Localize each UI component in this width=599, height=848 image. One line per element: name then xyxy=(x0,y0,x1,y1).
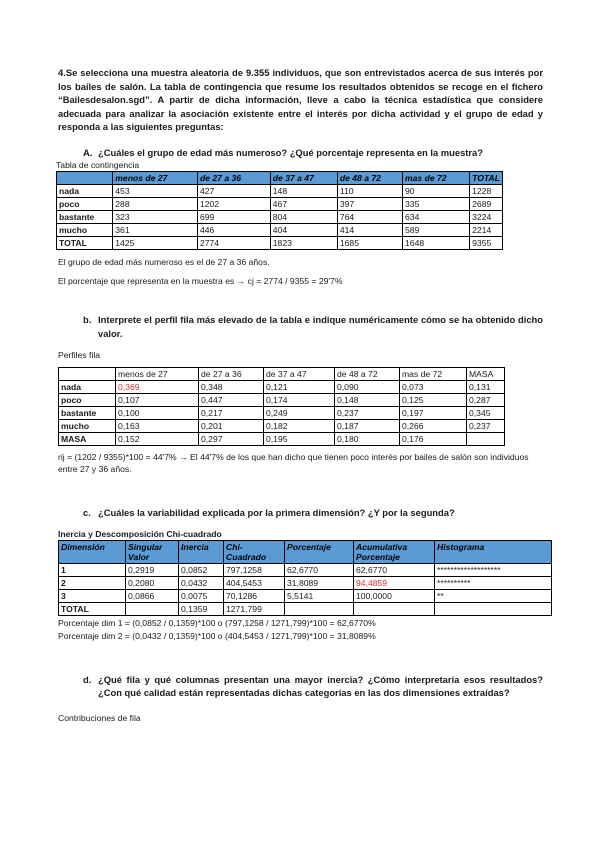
table-cell: 335 xyxy=(403,197,470,210)
table-cell: 62,6770 xyxy=(285,564,354,577)
table-header: de 48 a 72 xyxy=(337,171,402,184)
question-d-label: d. xyxy=(83,673,92,685)
answer-c-2: Porcentaje dim 2 = (0,0432 / 0,1359)*100 o (404,5453 / 1271,799)*100 = 31,8089% xyxy=(58,631,376,642)
table-cell: 148 xyxy=(270,184,337,197)
highlighted-cell: 0,369 xyxy=(116,381,199,394)
row-label: bastante xyxy=(57,210,113,223)
table-cell: 0,237 xyxy=(335,407,400,420)
row-profiles-table xyxy=(58,367,505,446)
table-cell: 0,201 xyxy=(199,420,264,433)
table-cell: 0,447 xyxy=(199,394,264,407)
document-page xyxy=(58,66,543,724)
table-cell: 0,107 xyxy=(116,394,199,407)
question-c xyxy=(58,506,543,520)
table-cell: 0,148 xyxy=(335,394,400,407)
table-cell: 1202 xyxy=(197,197,270,210)
table-cell: 589 xyxy=(403,223,470,236)
row-label: TOTAL xyxy=(57,236,113,249)
table-cell: 0,180 xyxy=(335,433,400,446)
row-label: TOTAL xyxy=(59,603,126,616)
table-cell: 0,100 xyxy=(116,407,199,420)
table-cell: 0,0866 xyxy=(126,590,179,603)
table-cell: 288 xyxy=(113,197,198,210)
question-d xyxy=(58,673,543,700)
table-cell: 0,2080 xyxy=(126,577,179,590)
table-cell: 0,297 xyxy=(199,433,264,446)
table-cell: 323 xyxy=(113,210,198,223)
intro-paragraph: 4.Se selecciona una muestra aleatoria de 9.355 individuos, que son entrevistados acerca de sus interés por los bailes de salón. La tabla de contingencia que resume los resultados obtenidos se recoge en el fichero “Bailesdesalon.sgd”. A partir de dicha información, lleve a cabo la técnica estadística que considere adecuada para analizar la asociación existente entre el interés por dicha actividad y el grupo de edad y responda a las siguientes preguntas: xyxy=(58,67,543,133)
table-row xyxy=(57,223,503,236)
table-cell: 2689 xyxy=(470,197,503,210)
table-cell: 0,182 xyxy=(264,420,335,433)
table-cell: 446 xyxy=(197,223,270,236)
table-cell: 0,163 xyxy=(116,420,199,433)
table-cell: 0,287 xyxy=(467,394,505,407)
table-header xyxy=(57,171,113,184)
table-header: TOTAL xyxy=(470,171,503,184)
question-a-text: ¿Cuáles el grupo de edad más numeroso? ¿Qué porcentaje representa en la muestra? xyxy=(98,146,484,158)
table-header: Dimensión xyxy=(59,541,126,564)
table-cell: 0,174 xyxy=(264,394,335,407)
table-row xyxy=(59,590,552,603)
table-row xyxy=(57,210,503,223)
table-row xyxy=(59,381,505,394)
contingency-caption: Tabla de contingencia xyxy=(56,159,140,170)
table-header: MASA xyxy=(467,368,505,381)
table-cell: 427 xyxy=(197,184,270,197)
table-cell: ** xyxy=(435,590,552,603)
table-cell xyxy=(435,603,552,616)
table-cell: 0,0852 xyxy=(179,564,224,577)
table-header: de 27 a 36 xyxy=(197,171,270,184)
row-label: MASA xyxy=(59,433,116,446)
table-cell: 404 xyxy=(270,223,337,236)
row-label: nada xyxy=(57,184,113,197)
table-row xyxy=(57,236,503,249)
table-cell: 634 xyxy=(403,210,470,223)
question-c-label: c. xyxy=(83,506,91,518)
table-cell: 110 xyxy=(337,184,402,197)
table-cell: 404,5453 xyxy=(224,577,285,590)
table-header: mas de 72 xyxy=(403,171,470,184)
table-header: Histograma xyxy=(435,541,552,564)
table-header: de 27 a 36 xyxy=(199,368,264,381)
table-header: menos de 27 xyxy=(113,171,198,184)
question-c-text: ¿Cuáles la variabilidad explicada por la primera dimensión? ¿Y por la segunda? xyxy=(98,506,455,518)
table-row xyxy=(59,433,505,446)
table-cell: 0,197 xyxy=(400,407,467,420)
question-b-label: b. xyxy=(83,313,92,325)
table-cell: 0,237 xyxy=(467,420,505,433)
table-cell xyxy=(285,603,354,616)
highlighted-cell: 94,4859 xyxy=(354,577,435,590)
table-cell: 0,217 xyxy=(199,407,264,420)
table-cell: 0,090 xyxy=(335,381,400,394)
table-cell: 9355 xyxy=(470,236,503,249)
table-cell: 5,5141 xyxy=(285,590,354,603)
table-header: de 37 a 47 xyxy=(270,171,337,184)
table-cell: 1425 xyxy=(113,236,198,249)
table-cell: 0,0432 xyxy=(179,577,224,590)
table-cell: 62,6770 xyxy=(354,564,435,577)
row-label: mucho xyxy=(59,420,116,433)
table-cell: 1648 xyxy=(403,236,470,249)
table-cell xyxy=(467,433,505,446)
table-cell: 31,8089 xyxy=(285,577,354,590)
table-cell: 1685 xyxy=(337,236,402,249)
row-label: nada xyxy=(59,381,116,394)
table-cell: 804 xyxy=(270,210,337,223)
table-cell xyxy=(354,603,435,616)
table-cell: 453 xyxy=(113,184,198,197)
row-label: 2 xyxy=(59,577,126,590)
table-row xyxy=(59,564,552,577)
table-cell xyxy=(126,603,179,616)
table-cell: 1228 xyxy=(470,184,503,197)
table-cell: 414 xyxy=(337,223,402,236)
row-label: 1 xyxy=(59,564,126,577)
table-cell: 764 xyxy=(337,210,402,223)
row-contributions-caption: Contribuciones de fila xyxy=(58,712,141,723)
table-cell: 0,2919 xyxy=(126,564,179,577)
table-cell: ********** xyxy=(435,577,552,590)
table-cell: 0,152 xyxy=(116,433,199,446)
table-cell: 699 xyxy=(197,210,270,223)
table-cell: 361 xyxy=(113,223,198,236)
table-header: de 48 a 72 xyxy=(335,368,400,381)
inertia-table xyxy=(58,540,552,616)
table-row xyxy=(59,577,552,590)
contingency-table xyxy=(56,171,503,250)
table-cell: 0,1359 xyxy=(179,603,224,616)
table-cell: ******************* xyxy=(435,564,552,577)
table-cell: 1823 xyxy=(270,236,337,249)
table-cell: 3224 xyxy=(470,210,503,223)
table-cell: 797,1258 xyxy=(224,564,285,577)
table-cell: 0,345 xyxy=(467,407,505,420)
table-cell: 0,348 xyxy=(199,381,264,394)
table-row xyxy=(59,407,505,420)
table-row xyxy=(57,197,503,210)
table-header xyxy=(59,368,116,381)
table-cell: 1271,799 xyxy=(224,603,285,616)
question-d-text: ¿Qué fila y qué columnas presentan una mayor inercia? ¿Cómo interpretaría esos resultados? ¿Con qué calidad están representadas dichas categorías en las dos dimensiones extraídas? xyxy=(98,673,543,699)
row-label: poco xyxy=(57,197,113,210)
table-row xyxy=(59,420,505,433)
table-header: mas de 72 xyxy=(400,368,467,381)
table-header: Inercia xyxy=(179,541,224,564)
table-cell: 0,195 xyxy=(264,433,335,446)
table-cell: 467 xyxy=(270,197,337,210)
table-row xyxy=(57,184,503,197)
row-label: 3 xyxy=(59,590,126,603)
row-label: bastante xyxy=(59,407,116,420)
table-header: Porcentaje xyxy=(285,541,354,564)
table-cell: 0,0075 xyxy=(179,590,224,603)
table-cell: 0,176 xyxy=(400,433,467,446)
table-cell: 0,266 xyxy=(400,420,467,433)
table-cell: 2774 xyxy=(197,236,270,249)
table-header: Chi-Cuadrado xyxy=(224,541,285,564)
table-cell: 0,125 xyxy=(400,394,467,407)
table-cell: 397 xyxy=(337,197,402,210)
table-cell: 0,121 xyxy=(264,381,335,394)
table-cell: 2214 xyxy=(470,223,503,236)
row-label: mucho xyxy=(57,223,113,236)
table-cell: 70,1286 xyxy=(224,590,285,603)
row-label: poco xyxy=(59,394,116,407)
answer-a-2: El porcentaje que representa en la muestra es → cj = 2774 / 9355 = 29'7% xyxy=(58,275,343,286)
table-cell: 0,131 xyxy=(467,381,505,394)
table-header: menos de 27 xyxy=(116,368,199,381)
answer-c-1: Porcentaje dim 1 = (0,0852 / 0,1359)*100 o (797,1258 / 1271,799)*100 = 62,6770% xyxy=(58,618,376,629)
table-row xyxy=(59,603,552,616)
table-cell: 90 xyxy=(403,184,470,197)
question-a xyxy=(58,146,543,160)
inertia-caption: Inercia y Descomposición Chi-cuadrado xyxy=(58,529,222,540)
table-row xyxy=(59,394,505,407)
question-a-label: A. xyxy=(83,146,93,158)
question-b-text: Interprete el perfil fila más elevado de la tabla e indique numéricamente cómo se ha obtenido dicho valor. xyxy=(98,313,543,339)
table-cell: 0,187 xyxy=(335,420,400,433)
row-profiles-caption: Perfiles fila xyxy=(58,350,101,361)
answer-b: rij = (1202 / 9355)*100 = 44'7% → El 44'7% de los que han dicho que tienen poco interés por bailes de salón son individuos entre 27 y 36 años. xyxy=(58,452,529,475)
table-header: Singular Valor xyxy=(126,541,179,564)
table-cell: 100,0000 xyxy=(354,590,435,603)
table-cell: 0,073 xyxy=(400,381,467,394)
answer-a-1: El grupo de edad más numeroso es el de 27 a 36 años. xyxy=(58,256,270,267)
question-b xyxy=(58,313,543,340)
table-header: de 37 a 47 xyxy=(264,368,335,381)
table-cell: 0,249 xyxy=(264,407,335,420)
table-header: Acumulativa Porcentaje xyxy=(354,541,435,564)
